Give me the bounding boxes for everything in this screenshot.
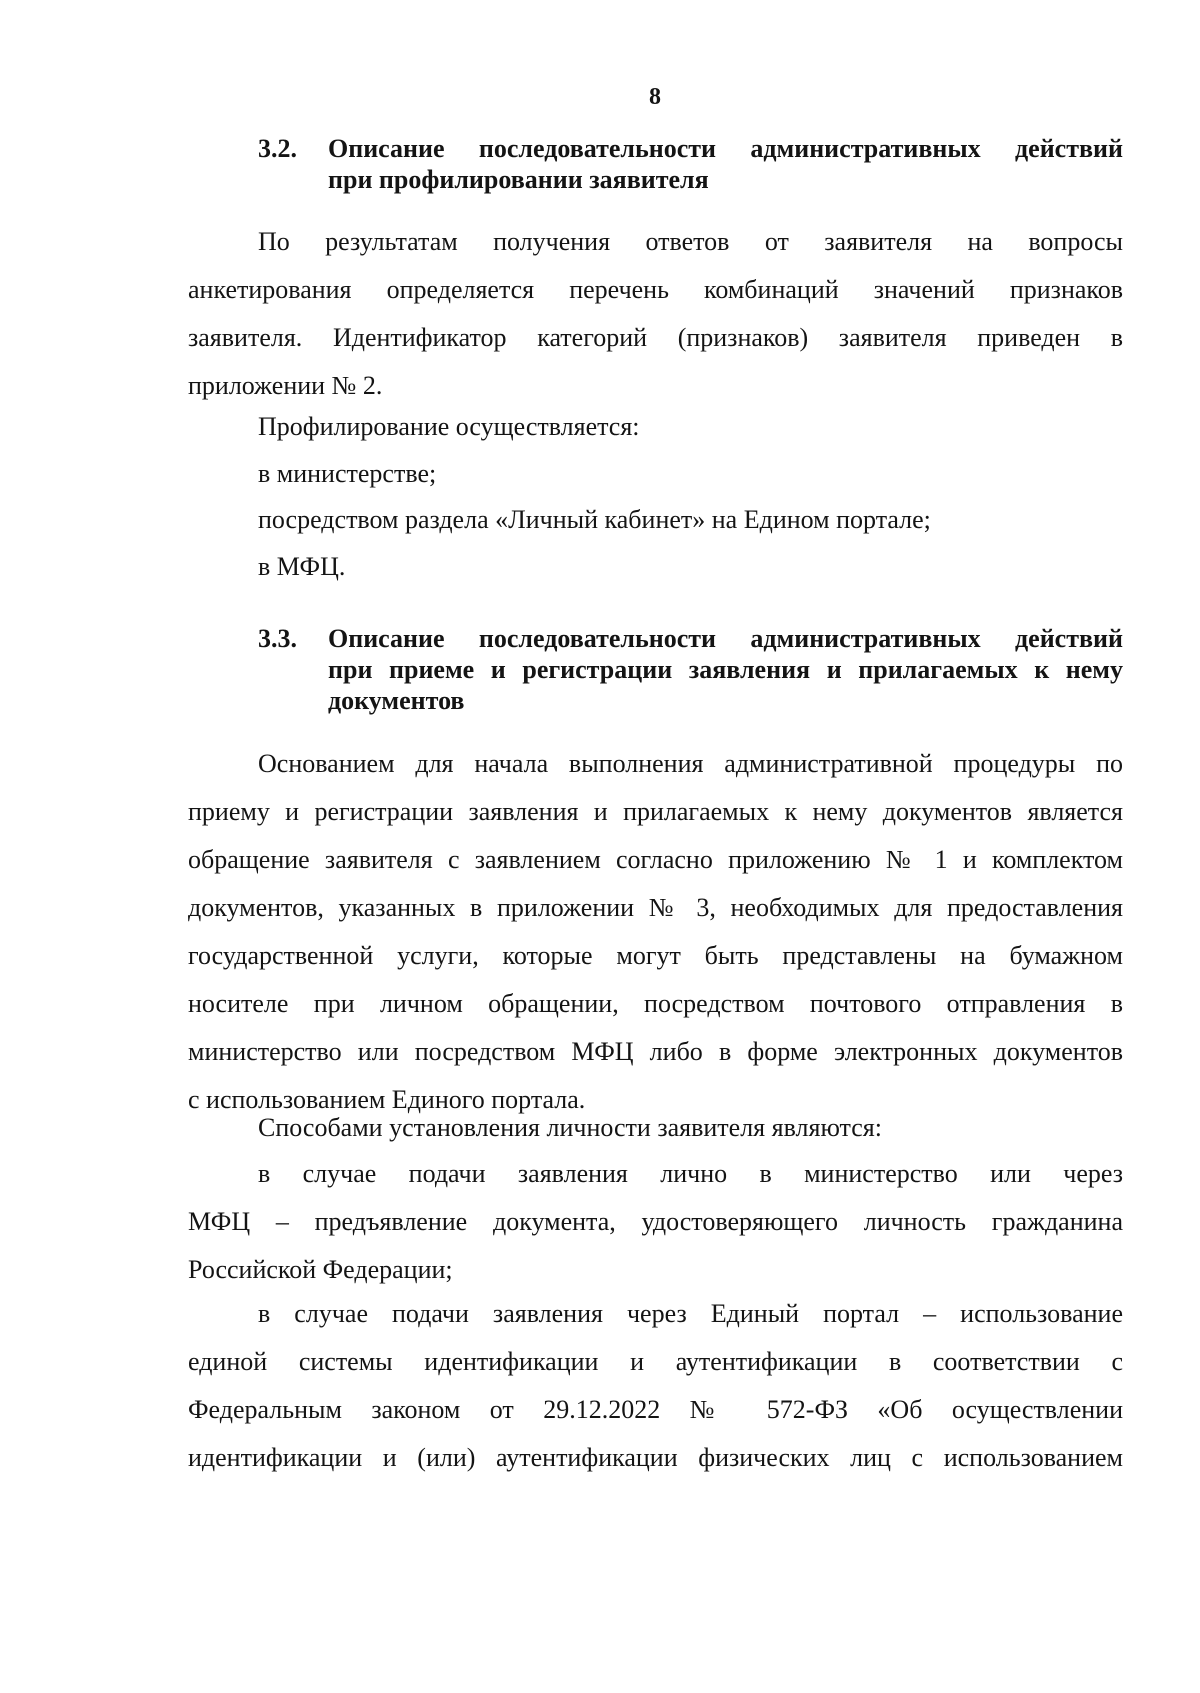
section-3-2-number: 3.2. <box>258 134 297 163</box>
section-3-3-heading <box>258 623 1123 654</box>
paragraph-line: Федеральным законом от 29.12.2022 № 572-ФЗ «Об осуществлении <box>188 1395 1123 1424</box>
section-3-3-title-line3: документов <box>328 686 465 715</box>
page-number: 8 <box>649 84 661 110</box>
section-3-3-number: 3.3. <box>258 624 297 653</box>
paragraph-line: в случае подачи заявления через Единый портал – использование <box>258 1299 1123 1328</box>
section-3-3-paragraph <box>188 740 1123 1124</box>
profiling-item: в министерстве; <box>258 459 437 488</box>
section-3-2-paragraph <box>188 218 1123 410</box>
section-3-3-title-line2: при приеме и регистрации заявления и прилагаемых к нему <box>328 655 1123 684</box>
paragraph-line: единой системы идентификации и аутентификации в соответствии с <box>188 1347 1123 1376</box>
profiling-intro: Профилирование осуществляется: <box>258 412 640 441</box>
identification-item-2 <box>188 1290 1123 1482</box>
paragraph-line: анкетирования определяется перечень комбинаций значений признаков <box>188 275 1123 304</box>
section-3-2-heading <box>258 133 1123 164</box>
paragraph-line: обращение заявителя с заявлением согласно приложению № 1 и комплектом <box>188 845 1123 874</box>
section-3-2-title-line1: Описание последовательности административных действий <box>328 134 1123 163</box>
paragraph-line: приему и регистрации заявления и прилагаемых к нему документов является <box>188 797 1123 826</box>
identification-intro: Способами установления личности заявителя являются: <box>258 1113 882 1142</box>
paragraph-line: Основанием для начала выполнения административной процедуры по <box>258 749 1123 778</box>
section-3-2-title-line2: при профилировании заявителя <box>328 165 709 194</box>
paragraph-line: носителе при личном обращении, посредством почтового отправления в <box>188 989 1123 1018</box>
paragraph-line: заявителя. Идентификатор категорий (признаков) заявителя приведен в <box>188 323 1123 352</box>
paragraph-line: приложении № 2. <box>188 371 383 400</box>
section-3-3-title-line1: Описание последовательности административных действий <box>328 624 1123 653</box>
paragraph-line: Российской Федерации; <box>188 1255 453 1284</box>
paragraph-line: с использованием Единого портала. <box>188 1085 586 1114</box>
paragraph-line: государственной услуги, которые могут быть представлены на бумажном <box>188 941 1123 970</box>
paragraph-line: идентификации и (или) аутентификации физических лиц с использованием <box>188 1443 1123 1472</box>
paragraph-line: министерство или посредством МФЦ либо в форме электронных документов <box>188 1037 1123 1066</box>
identification-item-1 <box>188 1150 1123 1294</box>
paragraph-line: По результатам получения ответов от заявителя на вопросы <box>258 227 1123 256</box>
paragraph-line: документов, указанных в приложении № 3, необходимых для предоставления <box>188 893 1123 922</box>
paragraph-line: в случае подачи заявления лично в министерство или через <box>258 1159 1123 1188</box>
profiling-item: посредством раздела «Личный кабинет» на Едином портале; <box>258 505 931 534</box>
paragraph-line: МФЦ – предъявление документа, удостоверяющего личность гражданина <box>188 1207 1123 1236</box>
profiling-item: в МФЦ. <box>258 552 346 581</box>
